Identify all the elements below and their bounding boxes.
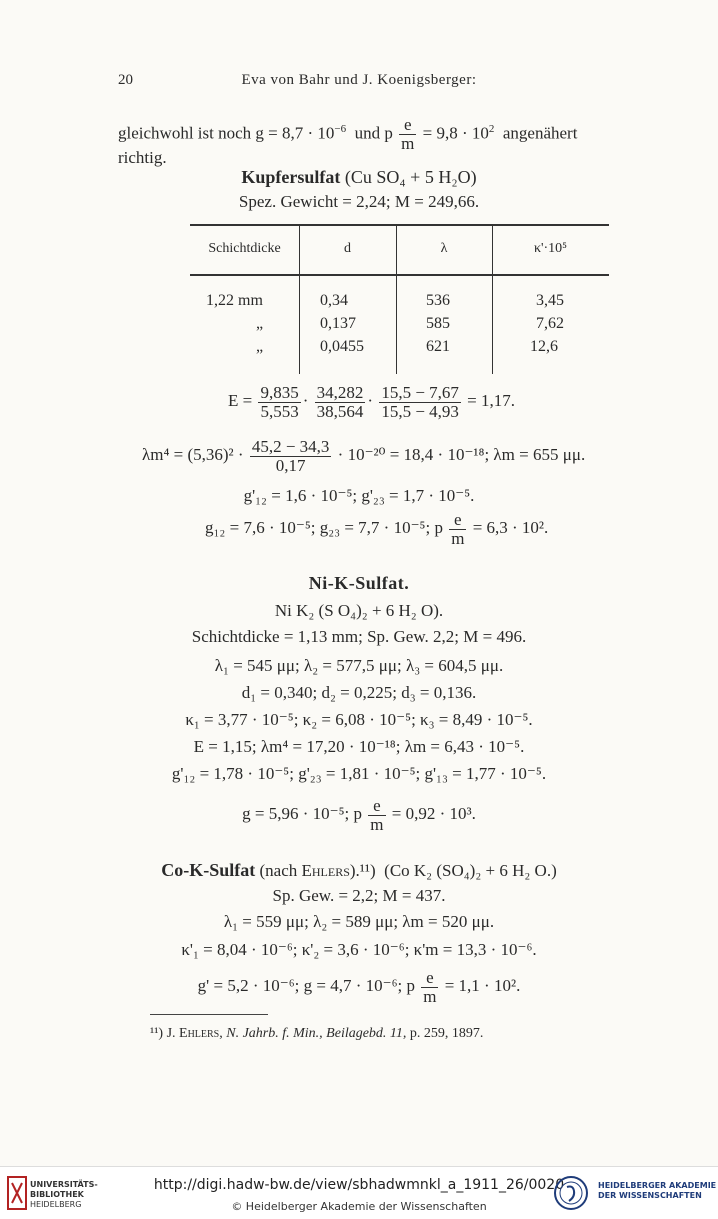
table-cell: „ [256,338,264,355]
equation-E: E = $\frac{9,835}{5,553}$ · $\frac{34,282}{38,564}$ · $\frac{15,5 - 7,67}{15,5 - 4,93}$ = 1,17. [228,382,516,421]
cok-sulfat-title: Co-K-Sulfat [161,860,256,880]
table-cell: 536 [426,292,450,309]
cok-line: κ'₁ = 8,04 · 10⁻⁶; κ'₂ = 3,6 · 10⁻⁶; κ'm = 13,3 · 10⁻⁶. [181,940,537,959]
kupfersulfat-spec: Spez. Gewicht = 2,24; M = 249,66. [238,192,480,211]
equation-g-prime: g'₁₂ = 1,6 · 10⁻⁵; g'₂₃ = 1,7 · 10⁻⁵. [243,486,475,505]
table-header-cell: Schichtdicke [208,241,281,256]
equation-g: g₁₂ = 7,6 · 10⁻⁵; g₂₃ = 7,7 · 10⁻⁵; p $\frac{e}{m}$ = 6,3 · 10². [205,509,549,548]
viewer-footer [0,1166,718,1219]
nik-line: Schichtdicke = 1,13 mm; Sp. Gew. 2,2; M = 496. [191,627,527,646]
table-header-cell: d [344,241,351,256]
academy-logo [553,1175,589,1215]
table-cell: 585 [426,315,450,332]
nik-g-line: g = 5,96 · 10⁻⁵; p $\frac{e}{m}$ = 0,92 · 10³. [242,795,476,834]
page-number: 20 [118,72,133,88]
cok-line: λ₁ = 559 μμ; λ₂ = 589 μμ; λm = 520 μμ. [223,912,495,931]
nik-line: κ₁ = 3,77 · 10⁻⁵; κ₂ = 6,08 · 10⁻⁵; κ₃ = 8,49 · 10⁻⁵. [185,710,533,729]
university-library-text: UNIVERSITÄTS- BIBLIOTHEK HEIDELBERG [30,1180,98,1209]
table-cell: 0,137 [320,315,356,332]
cok-g-line: g' = 5,2 · 10⁻⁶; g = 4,7 · 10⁻⁶; p $\frac{e}{m}$ = 1,1 · 10². [197,967,521,1006]
academy-text: HEIDELBERGER AKADEMIE DER WISSENSCHAFTEN [598,1181,717,1200]
table-cell: 12,6 [530,338,558,355]
cok-line: Sp. Gew. = 2,2; M = 437. [272,886,446,905]
running-title: Eva von Bahr und J. Koenigsberger: [241,72,477,88]
document-url-link[interactable]: http://digi.hadw-bw.de/view/sbhadwmnkl_a_1911_26/0020 [153,1177,565,1193]
table-header-cell: λ [440,241,448,256]
intro-line-2: richtig. [118,148,167,167]
footnote: ¹¹) J. Ehlers, N. Jahrb. f. Min., Beilagebd. 11, p. 259, 1897. [150,1026,484,1041]
equation-lambda: λm⁴ = (5,36)² · $\frac{45,2 - 34,3}{0,17}$ · 10⁻²⁰ = 18,4 · 10⁻¹⁸; λm = 655 μμ. [142,436,586,475]
nik-line: Ni K₂ (S O₄)₂ + 6 H₂ O). [274,601,444,620]
intro-line-1: gleichwohl ist noch $g = 8,7 \cdot 10^{-6}$ und p $\frac{e}{m}$ = $9,8 \cdot 10^2$ angenähert [118,115,578,153]
cok-sulfat-heading: Co-K-Sulfat (nach Ehlers).¹¹) (Co K₂ (SO₄)₂ + 6 H₂ O.) [161,860,557,880]
table-cell: 0,0455 [320,338,364,355]
nik-sulfat-title: Ni-K-Sulfat. [308,573,410,593]
footnote-rule [150,1014,268,1015]
table-cell: 3,45 [536,292,564,309]
table-cell: 1,22 mm [206,292,263,309]
table-header-cell: κ'·10⁵ [533,241,568,256]
table-cell: „ [256,315,264,332]
kupfersulfat-formula: (Cu SO₄ + 5 H₂O) [344,167,477,187]
academy-seal-icon [553,1175,589,1211]
copyright-text: © Heidelberger Akademie der Wissenschaften [231,1200,487,1213]
nik-line: λ₁ = 545 μμ; λ₂ = 577,5 μμ; λ₃ = 604,5 μμ. [214,656,504,675]
table-cell: 0,34 [320,292,348,309]
table-header-rule [190,274,609,276]
table-cell: 621 [426,338,450,355]
nik-line: E = 1,15; λm⁴ = 17,20 · 10⁻¹⁸; λm = 6,43 · 10⁻⁵. [193,737,525,756]
kupfersulfat-heading [0,167,718,187]
nik-line: g'₁₂ = 1,78 · 10⁻⁵; g'₂₃ = 1,81 · 10⁻⁵; g'₁₃ = 1,77 · 10⁻⁵. [171,764,547,783]
table-cell: 7,62 [536,315,564,332]
nik-line: d₁ = 0,340; d₂ = 0,225; d₃ = 0,136. [241,683,477,702]
kupfersulfat-title: Kupfersulfat [241,167,341,187]
table-top-rule [190,224,609,226]
